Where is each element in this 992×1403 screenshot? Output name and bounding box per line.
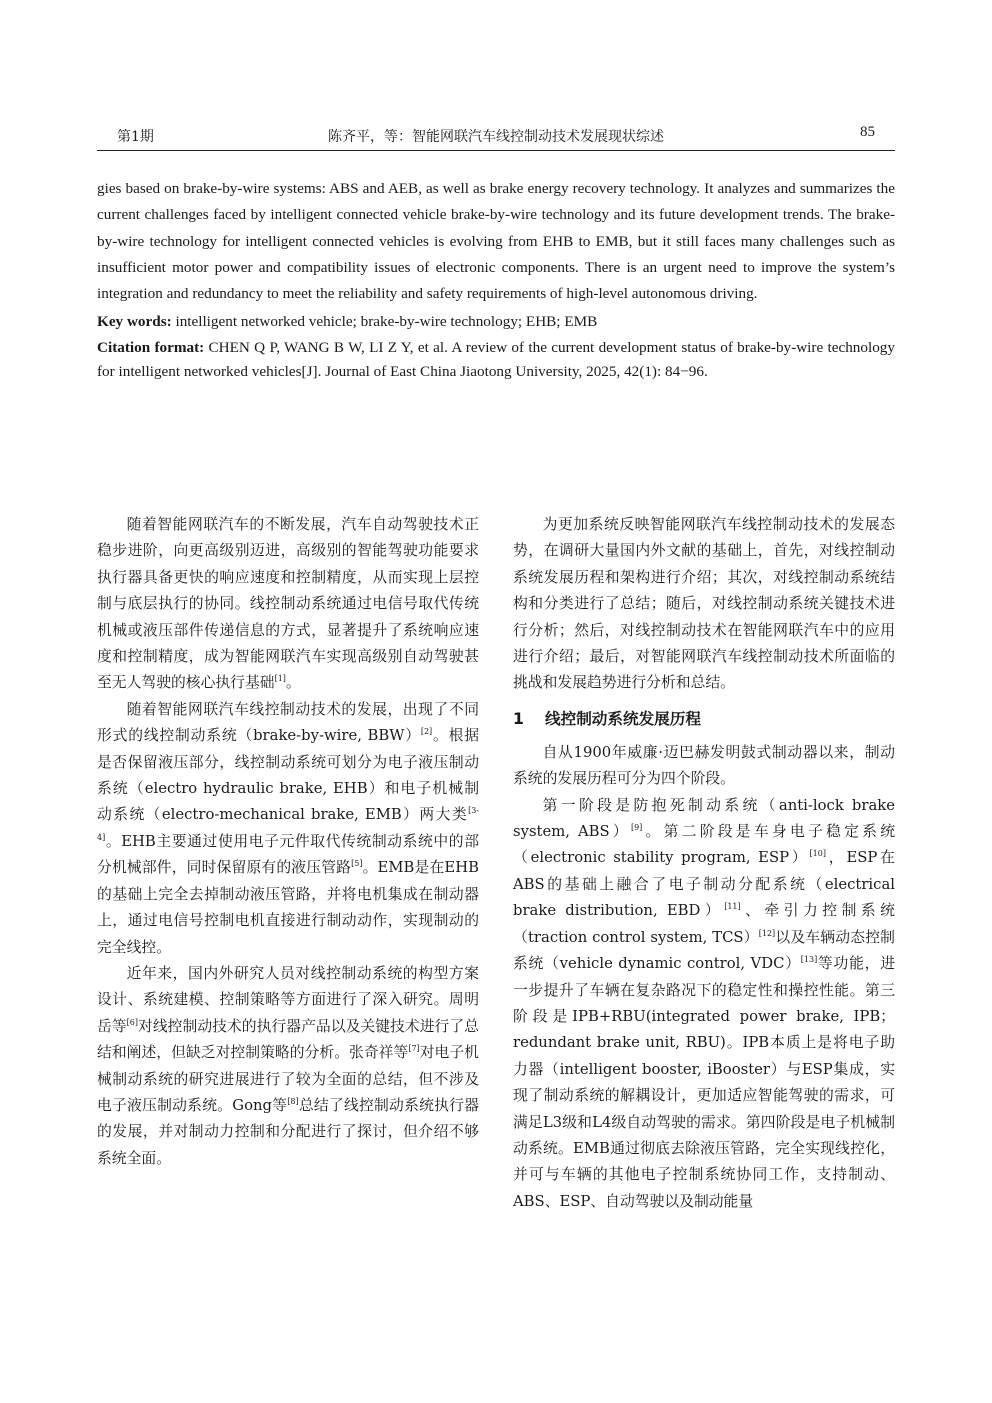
text: 以及车辆动态控制系统（vehicle dynamic control, VDC） — [513, 928, 895, 973]
citation-ref[interactable]: [6] — [126, 1017, 138, 1027]
right-column — [513, 512, 895, 1215]
text: 近年来，国内外研究人员对线控制动系统的构型方案设计、系统建模、控制策略等方面进行了深入研究。周明岳等 — [97, 964, 479, 1035]
text: 随着智能网联汽车的不断发展，汽车自动驾驶技术正稳步进阶，向更高级别迈进，高级别的智能驾驶功能要求执行器具备更快的响应速度和控制精度，从而实现上层控制与底层执行的协同。线控制动系统通过电信号取代传统机械或液压部件传递信息的方式，显著提升了系统响应速度和控制精度，成为智能网联汽车实现高级别自动驾驶甚至无人驾驶的核心执行基础 — [97, 516, 479, 692]
text: 。第二阶段是车身电子稳定系统（electronic stability program, ESP） — [513, 823, 895, 867]
citation-ref[interactable]: [5] — [351, 859, 363, 869]
paragraph: 自从1900年威廉·迈巴赫发明鼓式制动器以来，制动系统的发展历程可分为四个阶段。 — [513, 743, 895, 788]
citation-ref[interactable]: [10] — [809, 849, 826, 859]
running-header — [97, 124, 895, 151]
text: 对线控制动技术的执行器产品以及关键技术进行了总结和阐述，但缺乏对控制策略的分析。张奇祥等 — [97, 1017, 479, 1062]
citation-ref[interactable]: [7] — [408, 1044, 420, 1054]
citation-ref[interactable]: [3-4] — [97, 806, 479, 842]
paragraph — [513, 793, 895, 1216]
citation-ref[interactable]: [1] — [274, 674, 286, 684]
citation-ref[interactable]: [11] — [724, 902, 741, 912]
text: 随着智能网联汽车线控制动技术的发展，出现了不同形式的线控制动系统（brake-by-wire, BBW） — [97, 700, 479, 745]
text: 对电子机械制动系统的研究进展进行了较为全面的总结，但不涉及电子液压制动系统。Gong等 — [97, 1044, 479, 1114]
text: 等功能，进一步提升了车辆在复杂路况下的稳定性和操控性能。第三阶段是IPB+RBU(integrated power brake, IPB；redundant brake unit, RBU)。IPB本质上是将电子助力器（intelligent booster, iBooster）与ESP集成，实现了制动系统的解耦设计，更加适应智能驾驶的需求，可满足L3级和L4级自动驾驶的需求。第四阶段是电子机械制动系统。EMB通过彻底去除液压管路，完全实现线控化，并可与车辆的其他电子控制系统协同工作，支持制动、ABS、ESP、自动驾驶以及制动能量 — [513, 955, 895, 1210]
section-heading — [513, 706, 895, 732]
text: ，ESP在ABS的基础上融合了电子制动分配系统（electrical brake distribution, EBD） — [513, 849, 895, 920]
citation-ref[interactable]: [9] — [630, 823, 643, 833]
paragraph: 为更加系统反映智能网联汽车线控制动技术的发展态势，在调研大量国内外文献的基础上，首先，对线控制动系统发展历程和架构进行介绍；其次，对线控制动系统结构和分类进行了总结；随后，对线控制动系统关键技术进行分析；然后，对线控制动技术在智能网联汽车中的应用进行介绍；最后，对智能网联汽车线控制动技术所面临的挑战和发展趋势进行分析和总结。 — [513, 516, 895, 692]
page-number: 85 — [860, 124, 875, 140]
text: 总结了线控制动系统执行器的发展，并对制动力控制和分配进行了探讨，但介绍不够系统全面。 — [97, 1096, 479, 1167]
text: 。根据是否保留液压部分，线控制动系统可划分为电子液压制动系统（electro hydraulic brake, EHB）和电子机械制动系统（electro-mechanical brake, EMB）两大类 — [97, 727, 479, 824]
paragraph — [97, 697, 479, 961]
section-title: 线控制动系统发展历程 — [545, 709, 701, 728]
section-number: 1 — [513, 709, 524, 728]
citation-ref[interactable]: [12] — [758, 928, 776, 938]
text: 第一阶段是防抱死制动系统（anti-lock brake system, ABS） — [513, 796, 895, 841]
keywords-label: Key words: — [97, 313, 172, 331]
paragraph — [97, 512, 479, 697]
citation-label: Citation format: — [97, 338, 205, 356]
running-title: 陈齐平，等：智能网联汽车线控制动技术发展现状综述 — [328, 129, 664, 145]
keywords-text: intelligent networked vehicle; brake-by-wire technology; EHB; EMB — [171, 313, 598, 331]
citation-ref[interactable]: [2] — [420, 727, 433, 737]
english-abstract — [97, 176, 895, 384]
text: 、牵引力控制系统（traction control system, TCS） — [513, 902, 895, 946]
citation-ref[interactable]: [13] — [800, 955, 818, 965]
text: 。 — [285, 674, 301, 692]
keywords — [97, 309, 895, 335]
left-column — [97, 512, 479, 1172]
abstract-text: gies based on brake-by-wire systems: ABS and AEB, as well as brake energy recovery technology. It analyzes and summarizes the current challenges faced by intelligent connected vehicle brake-by-wire technology and its future development trends. The brake-by-wire technology for intelligent connected vehicles is evolving from EHB to EMB, but it still faces many challenges such as insufficient motor power and compatibility issues of electronic components. There is an urgent need to improve the system’s integration and redundancy to meet the reliability and safety requirements of high-level autonomous driving. — [97, 180, 895, 303]
citation — [97, 336, 895, 384]
paragraph — [97, 961, 479, 1172]
text: 。EHB主要通过使用电子元件取代传统制动系统中的部分机械部件，同时保留原有的液压管路 — [97, 832, 479, 877]
text: 。EMB是在EHB的基础上完全去掉制动液压管路，并将电机集成在制动器上，通过电信号控制电机直接进行制动动作，实现制动的完全线控。 — [97, 859, 479, 956]
citation-ref[interactable]: [8] — [287, 1096, 299, 1106]
issue-label: 第1期 — [117, 129, 154, 145]
citation-text: CHEN Q P, WANG B W, LI Z Y, et al. A review of the current development status of brake-by-wire technology for intelligent networked vehicles[J]. Journal of East China Jiaotong University, 2025, 42(1): 84−96. — [97, 338, 895, 380]
